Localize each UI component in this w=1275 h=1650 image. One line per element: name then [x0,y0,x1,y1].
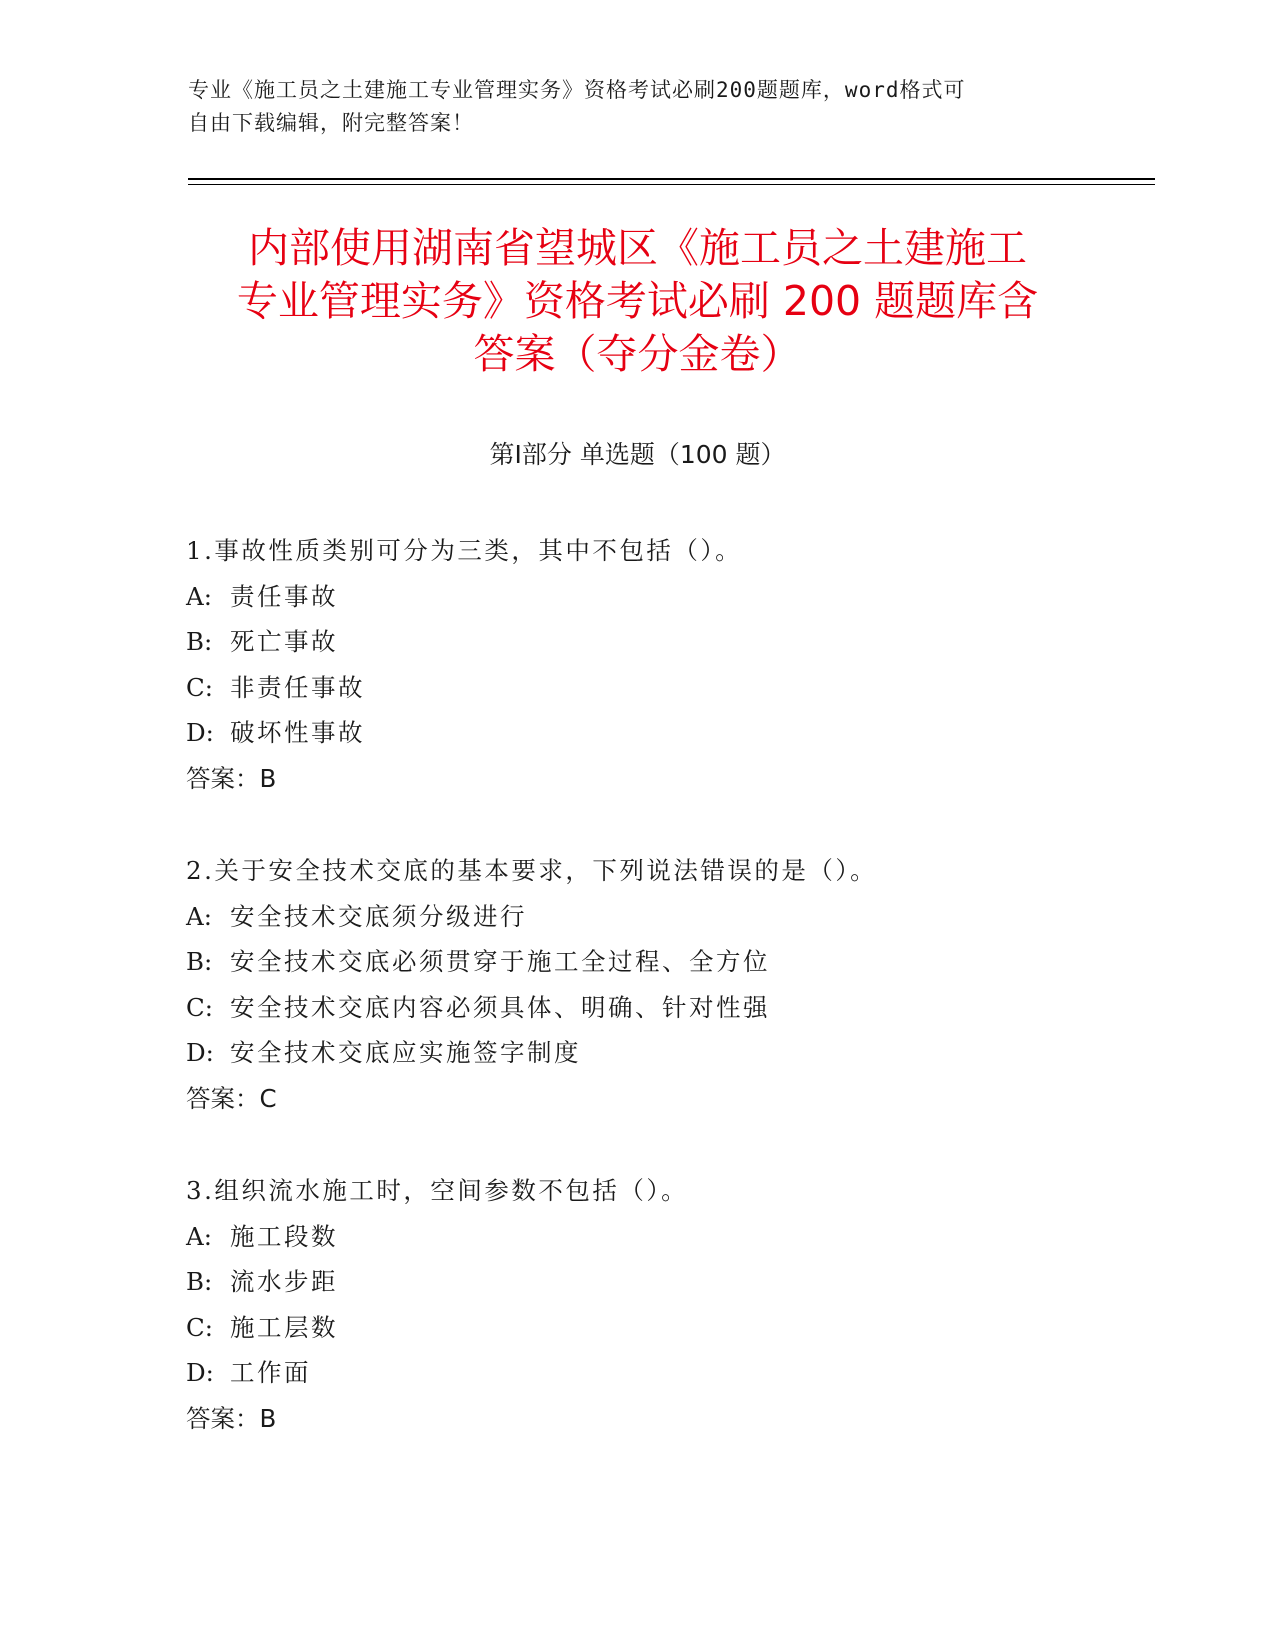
option-text: 非责任事故 [230,672,365,702]
option-text: 工作面 [230,1358,311,1387]
header-note-line: 专业《施工员之土建施工专业管理实务》资格考试必刷200题题库，word格式可 [188,78,966,102]
option-c [186,665,1186,711]
option-letter: C: [186,992,214,1022]
option-text: 施工段数 [230,1221,338,1251]
option-text: 安全技术交底须分级进行 [230,901,527,931]
option-a [186,1214,1186,1260]
option-a [186,894,1186,940]
question-stem: 3.组织流水施工时，空间参数不包括（）。 [186,1176,689,1205]
option-d [186,1030,1186,1076]
option-letter: B: [186,627,213,656]
option-letter: B: [186,1267,213,1296]
question-block [186,1168,1186,1441]
option-b [186,619,1186,665]
option-letter: A: [186,1221,212,1251]
option-c [186,1305,1186,1351]
answer-line: 答案：B [186,1403,277,1433]
option-letter: A: [186,901,212,931]
section-heading: 第Ⅰ部分 单选题（100 题） [489,440,786,469]
option-b [186,939,1186,985]
answer-line: 答案：C [186,1083,277,1113]
title-line: 专业管理实务》资格考试必刷 200 题题库含 [236,277,1039,325]
document-title [160,222,1115,381]
option-letter: C: [186,672,214,702]
header-note-line: 自由下载编辑，附完整答案！ [188,111,474,135]
option-a [186,574,1186,620]
title-line: 内部使用湖南省望城区《施工员之土建施工 [248,224,1027,272]
option-c [186,985,1186,1031]
option-b [186,1259,1186,1305]
option-text: 安全技术交底必须贯穿于施工全过程、全方位 [230,947,770,976]
option-letter: A: [186,581,212,611]
header-divider-thin [188,184,1155,185]
option-text: 死亡事故 [230,627,338,656]
header-note [188,74,1068,140]
title-line: 答案（夺分金卷） [473,330,802,378]
option-text: 安全技术交底应实施签字制度 [230,1038,581,1067]
option-text: 破坏性事故 [230,718,365,747]
option-letter: C: [186,1312,214,1342]
answer-line: 答案：B [186,763,277,793]
option-letter: B: [186,947,213,976]
option-letter: D: [186,1358,214,1387]
question-stem: 1.事故性质类别可分为三类，其中不包括（）。 [186,536,743,565]
option-text: 责任事故 [230,581,338,611]
option-text: 安全技术交底内容必须具体、明确、针对性强 [230,992,770,1022]
question-stem: 2.关于安全技术交底的基本要求，下列说法错误的是（）。 [186,856,878,885]
question-block [186,848,1186,1121]
option-text: 施工层数 [230,1312,338,1342]
option-letter: D: [186,718,214,747]
option-d [186,710,1186,756]
question-block [186,528,1186,801]
option-d [186,1350,1186,1396]
option-letter: D: [186,1038,214,1067]
option-text: 流水步距 [230,1267,338,1296]
header-divider-thick [188,178,1155,180]
